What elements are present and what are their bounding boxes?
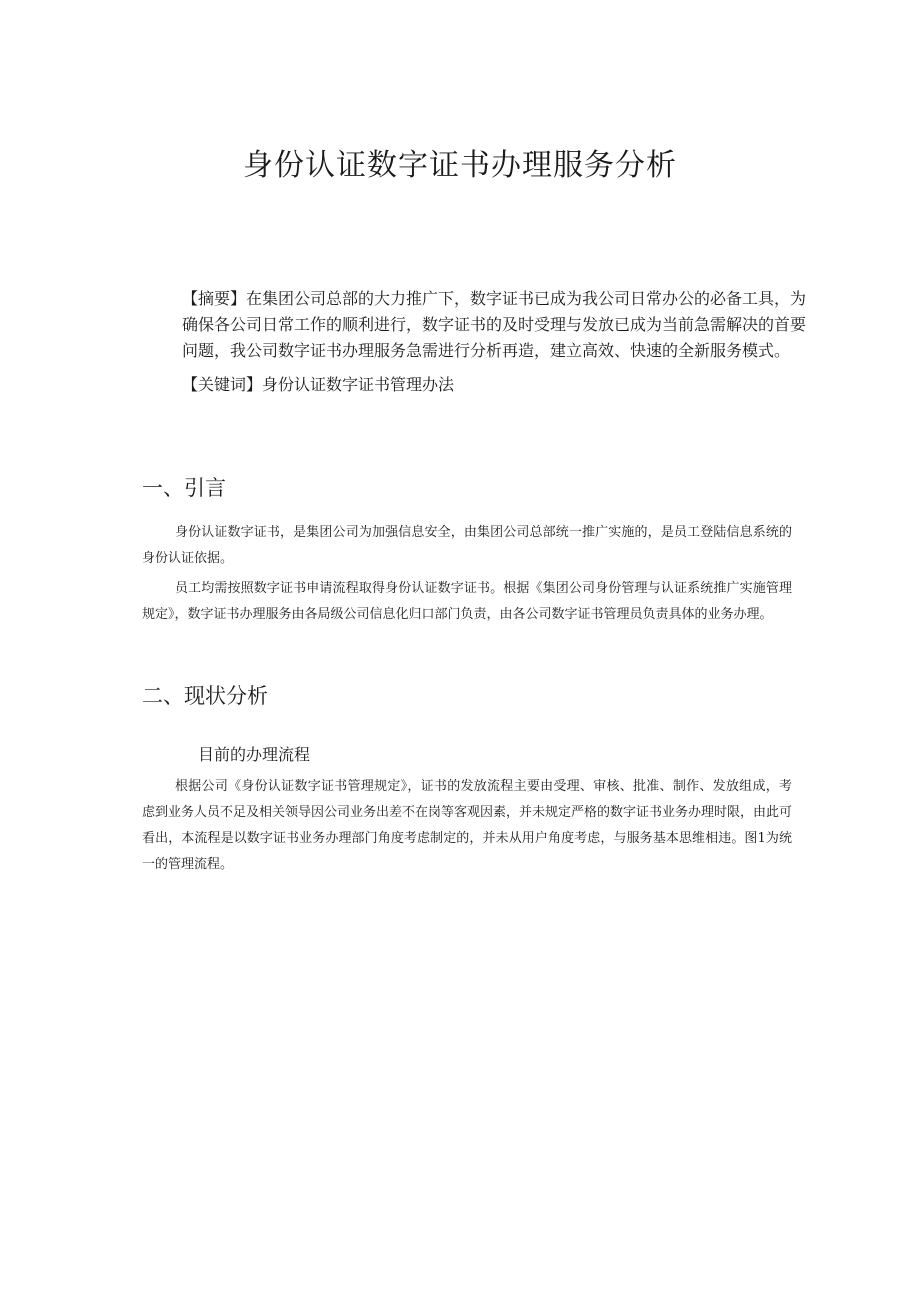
intro-paragraph-2: 员工均需按照数字证书申请流程取得身份认证数字证书。根据《集团公司身份管理与认证系统推广实施管理规定》，数字证书办理服务由各局级公司信息化归口部门负责，由各公司数字证书管理员负责具体的业务办理。 (142, 581, 792, 622)
section-heading-status-analysis: 二、现状分析 (142, 684, 268, 708)
abstract-block (182, 286, 812, 398)
document-title: 身份认证数字证书办理服务分析 (243, 148, 677, 183)
status-paragraph: 根据公司《身份认证数字证书管理规定》，证书的发放流程主要由受理、审核、批准、制作、发放组成，考虑到业务人员不足及相关领导因公司业务出差不在岗等客观因素，并未规定严格的数字证书业务办理时限，由此可看出，本流程是以数字证书业务办理部门角度考虑制定的，并未从用户角度考虑，与服务基本思维相违。图1为统一的管理流程。 (142, 779, 793, 872)
keywords-line: 【关键词】身份认证数字证书管理办法 (182, 375, 455, 394)
section-heading-introduction: 一、引言 (142, 476, 226, 500)
intro-paragraph-1: 身份认证数字证书，是集团公司为加强信息安全，由集团公司总部统一推广实施的，是员工登陆信息系统的身份认证依据。 (142, 525, 792, 566)
subheading-current-process: 目前的办理流程 (198, 745, 311, 764)
abstract-text: 【摘要】在集团公司总部的大力推广下，数字证书已成为我公司日常办公的必备工具，为确保各公司日常工作的顺利进行，数字证书的及时受理与发放已成为当前急需解决的首要问题，我公司数字证书办理服务急需进行分析再造，建立高效、快速的全新服务模式。 (182, 289, 807, 360)
